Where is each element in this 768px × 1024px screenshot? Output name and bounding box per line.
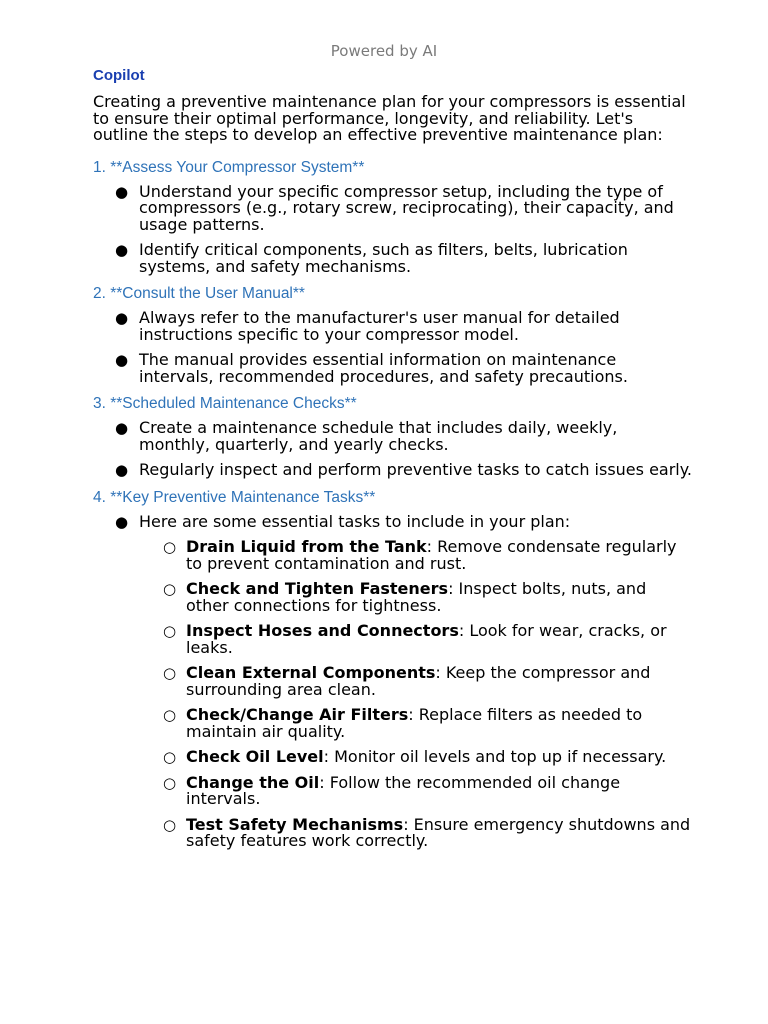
section-scheduled-checks xyxy=(93,394,693,479)
sub-bullet-icon: ○ xyxy=(163,664,177,682)
task-item xyxy=(139,623,693,656)
task-item xyxy=(139,707,693,740)
document-body xyxy=(93,66,693,859)
section-key-tasks xyxy=(93,488,693,850)
section-heading: 1. **Assess Your Compressor System** xyxy=(93,158,365,176)
bullet-text: Always refer to the manufacturer's user manual for detailed instructions specific to your compressor model. xyxy=(139,308,620,344)
bullet-list xyxy=(93,511,693,850)
task-text: : Remove condensate regularly to prevent contamination and rust. xyxy=(186,537,677,573)
list-item xyxy=(93,310,693,343)
task-list xyxy=(139,539,693,850)
task-item xyxy=(139,581,693,614)
bullet-icon: ● xyxy=(115,309,129,327)
sub-bullet-icon: ○ xyxy=(163,622,177,640)
sub-bullet-icon: ○ xyxy=(163,815,177,834)
list-item xyxy=(93,352,693,385)
task-title: Check and Tighten Fasteners xyxy=(186,579,449,598)
bullet-icon: ● xyxy=(115,351,129,369)
list-item xyxy=(93,462,693,479)
task-text: : Monitor oil levels and top up if necessary. xyxy=(323,747,667,766)
bullet-icon: ● xyxy=(115,512,129,531)
task-text: : Inspect bolts, nuts, and other connections for tightness. xyxy=(186,579,647,615)
section-assess xyxy=(93,158,693,276)
bullet-icon: ● xyxy=(115,182,129,201)
sub-bullet-icon: ○ xyxy=(163,706,177,724)
sub-bullet-icon: ○ xyxy=(163,773,177,792)
section-consult-manual xyxy=(93,284,693,385)
list-item xyxy=(93,181,693,234)
task-title: Test Safety Mechanisms xyxy=(186,814,404,834)
sub-bullet-icon: ○ xyxy=(163,748,177,766)
task-item xyxy=(139,539,693,572)
bullet-text: The manual provides essential information on maintenance intervals, recommended procedures, and safety precautions. xyxy=(139,350,628,386)
task-text: : Replace filters as needed to maintain air quality. xyxy=(186,705,643,741)
task-title: Inspect Hoses and Connectors xyxy=(186,621,459,640)
task-title: Check Oil Level xyxy=(186,747,324,766)
bullet-text: Understand your specific compressor setup, including the type of compressors (e.g., rotary screw, reciprocating), their capacity, and usage patterns. xyxy=(139,181,674,234)
bullet-icon: ● xyxy=(115,241,129,259)
task-item xyxy=(139,814,693,850)
task-item xyxy=(139,749,693,766)
task-text: : Follow the recommended oil change intervals. xyxy=(186,772,621,808)
bullet-list xyxy=(93,181,693,276)
task-item xyxy=(139,665,693,698)
powered-by-label: Powered by AI xyxy=(330,42,438,60)
bullet-text: Create a maintenance schedule that includes daily, weekly, monthly, quarterly, and yearly checks. xyxy=(139,418,618,454)
list-item xyxy=(93,511,693,850)
bullet-text: Regularly inspect and perform preventive tasks to catch issues early. xyxy=(139,460,693,479)
bullet-text: Identify critical components, such as filters, belts, lubrication systems, and safety mechanisms. xyxy=(139,240,628,276)
section-heading: 2. **Consult the User Manual** xyxy=(93,285,305,302)
sub-bullet-icon: ○ xyxy=(163,538,177,556)
task-text: : Keep the compressor and surrounding area clean. xyxy=(186,663,651,699)
section-heading: 3. **Scheduled Maintenance Checks** xyxy=(93,395,357,412)
copilot-brand-label: Copilot xyxy=(93,67,145,84)
bullet-list xyxy=(93,420,693,479)
bullet-text: Here are some essential tasks to include in your plan: xyxy=(139,511,571,531)
bullet-icon: ● xyxy=(115,461,129,479)
task-title: Change the Oil xyxy=(186,772,320,792)
list-item xyxy=(93,420,693,453)
bullet-list xyxy=(93,310,693,385)
intro-paragraph: Creating a preventive maintenance plan for your compressors is essential to ensure their optimal performance, longevity, and reliability. Let's outline the steps to develop an effective preventive maintenance plan: xyxy=(93,92,686,144)
task-text: : Ensure emergency shutdowns and safety features work correctly. xyxy=(186,814,691,850)
task-title: Clean External Components xyxy=(186,663,436,682)
sub-bullet-icon: ○ xyxy=(163,580,177,598)
list-item xyxy=(93,242,693,275)
task-text: : Look for wear, cracks, or leaks. xyxy=(186,621,667,657)
section-heading: 4. **Key Preventive Maintenance Tasks** xyxy=(93,488,376,506)
task-title: Check/Change Air Filters xyxy=(186,705,409,724)
bullet-icon: ● xyxy=(115,419,129,437)
task-item xyxy=(139,772,693,808)
task-title: Drain Liquid from the Tank xyxy=(186,537,427,556)
